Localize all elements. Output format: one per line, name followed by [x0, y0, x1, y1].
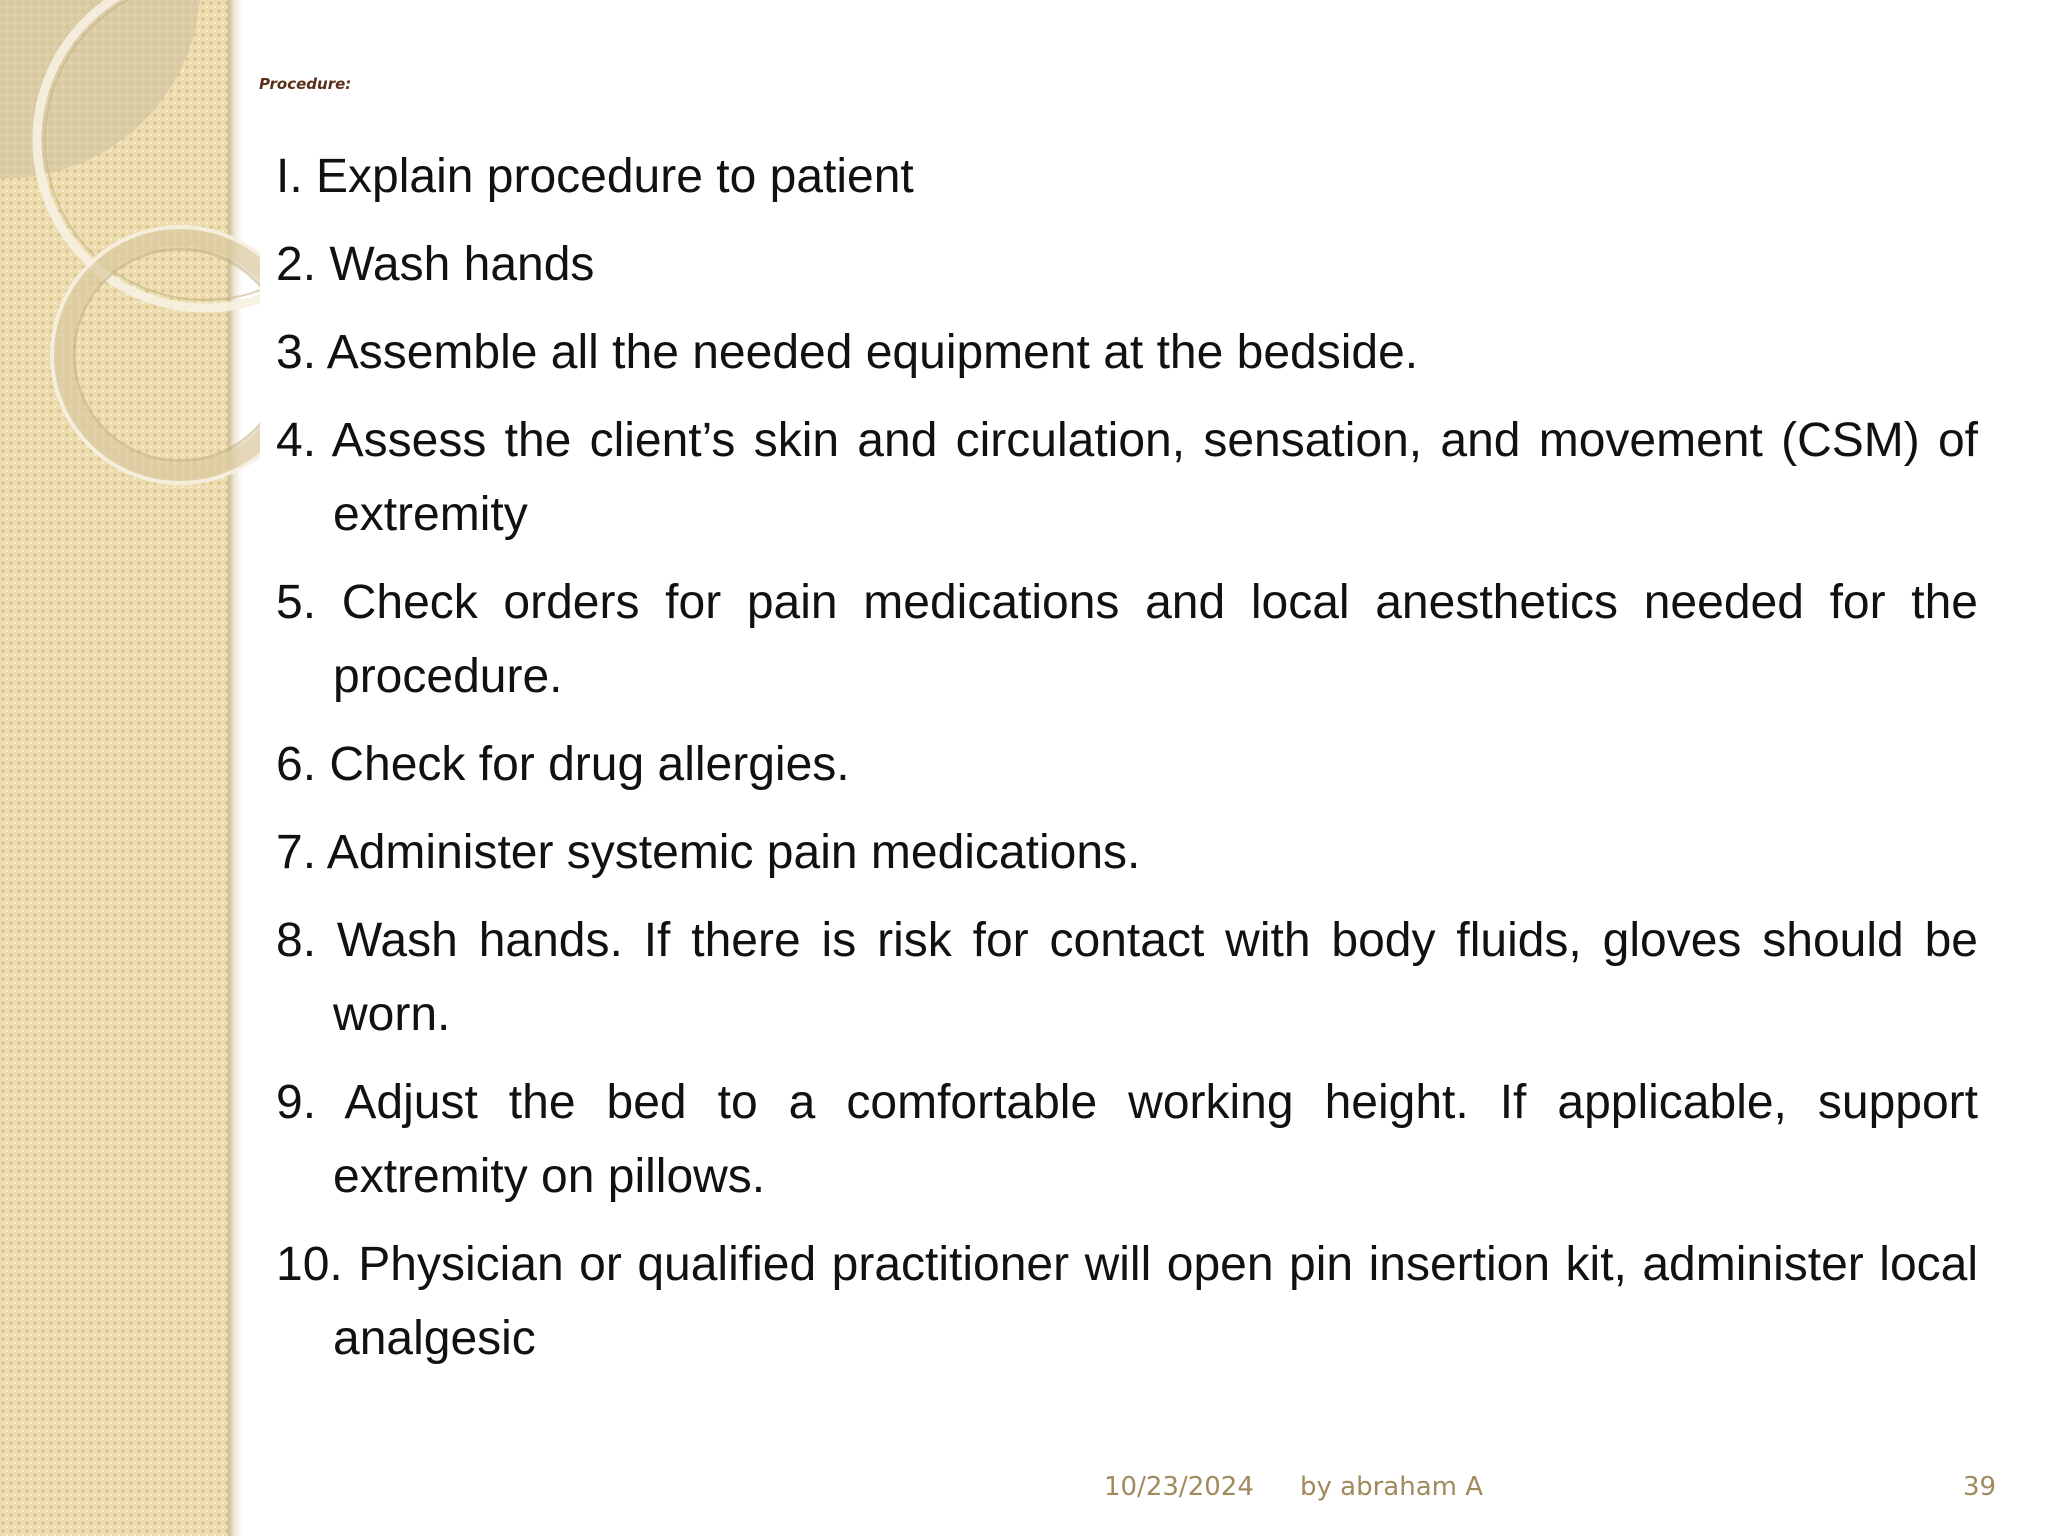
- procedure-step: 5. Check orders for pain medications and local anesthetics needed for the procedure.: [276, 576, 1978, 703]
- decorative-rings: [0, 0, 260, 520]
- footer-author: by abraham A: [1300, 1472, 1484, 1502]
- procedure-steps-list: [276, 140, 1978, 1390]
- procedure-step: 8. Wash hands. If there is risk for contact with body fluids, gloves should be worn.: [276, 914, 1978, 1041]
- procedure-step: 9. Adjust the bed to a comfortable working height. If applicable, support extremity on pillows.: [276, 1076, 1978, 1203]
- procedure-step: 6. Check for drug allergies.: [276, 738, 850, 791]
- footer-date: 10/23/2024: [1104, 1472, 1254, 1502]
- procedure-step: 10. Physician or qualified practitioner will open pin insertion kit, administer local analgesic: [276, 1238, 1978, 1365]
- procedure-step: 4. Assess the client’s skin and circulation, sensation, and movement (CSM) of extremity: [276, 414, 1978, 541]
- slide-title: Procedure:: [259, 75, 352, 93]
- procedure-step: 3. Assemble all the needed equipment at the bedside.: [276, 326, 1419, 379]
- procedure-step: 7. Administer systemic pain medications.: [276, 826, 1141, 879]
- slide-page-number: 39: [1963, 1472, 1997, 1502]
- procedure-step: I. Explain procedure to patient: [276, 150, 914, 203]
- procedure-step: 2. Wash hands: [276, 238, 595, 291]
